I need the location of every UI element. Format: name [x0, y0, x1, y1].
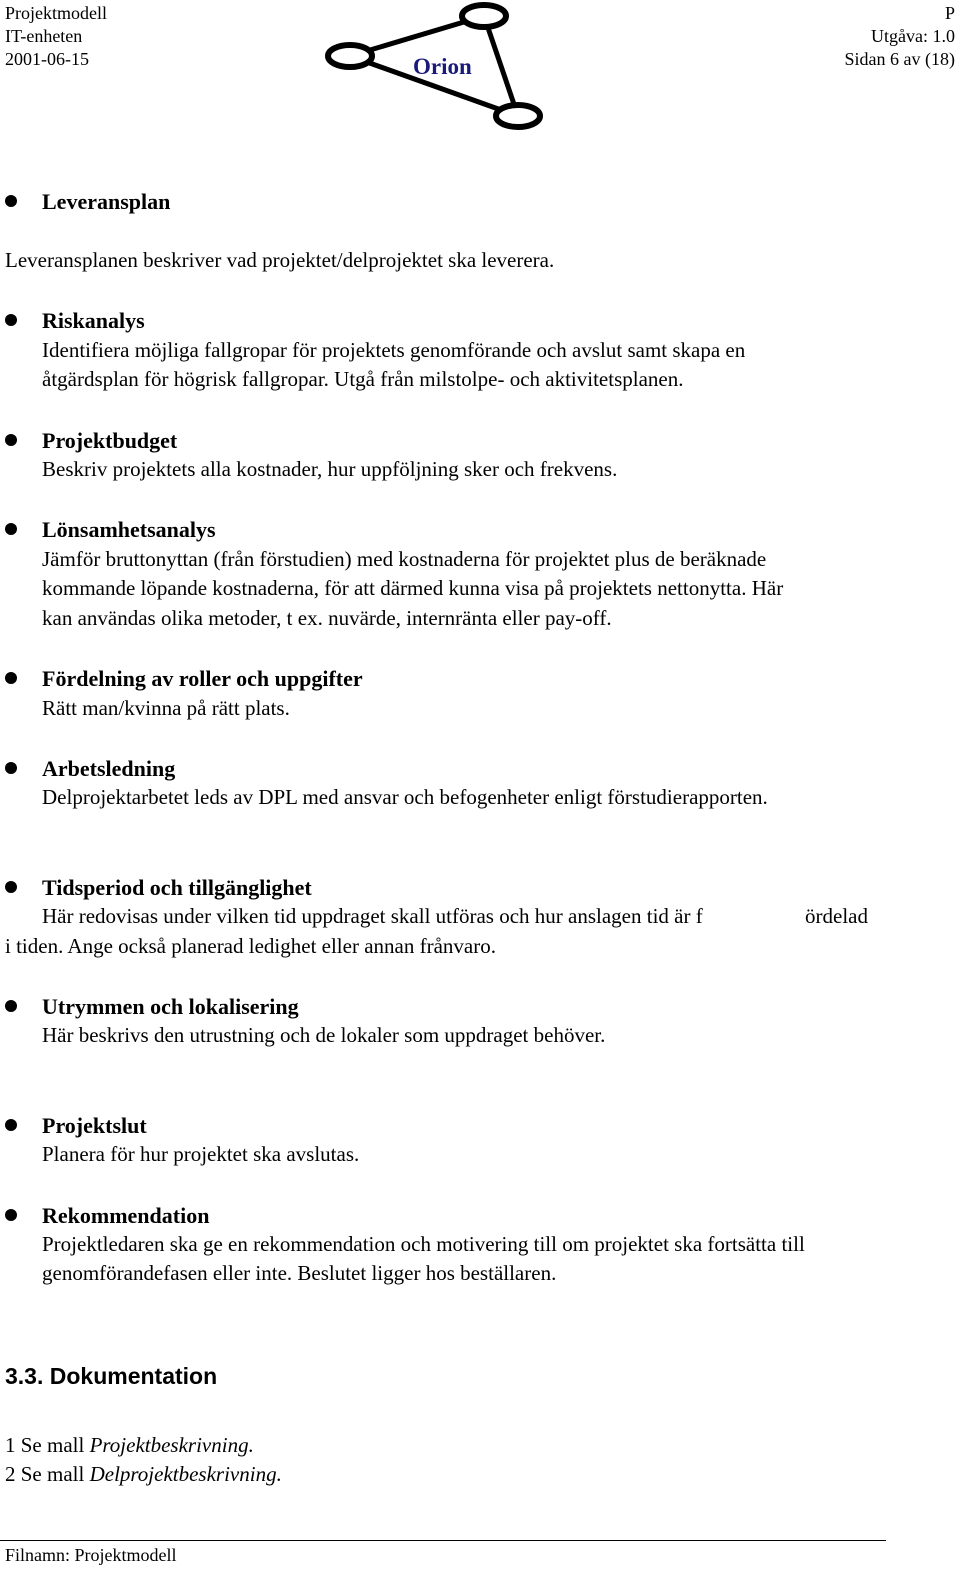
heading-projektbudget: Projektbudget — [42, 428, 178, 453]
bullet-icon — [5, 1119, 17, 1131]
projektslut-line-1: Planera för hur projektet ska avslutas. — [42, 1142, 360, 1166]
arbetsledning-line-1: Delprojektarbetet leds av DPL med ansvar och befogenheter enligt förstudierapporten. — [42, 785, 768, 809]
bullet-icon — [5, 881, 17, 893]
utrymmen-line-1: Här beskrivs den utrustning och de lokaler som uppdraget behöver. — [42, 1023, 606, 1047]
fordelning-line-1: Rätt man/kvinna på rätt plats. — [42, 696, 290, 720]
bullet-icon — [5, 762, 17, 774]
lonsamhetsanalys-line-1: Jämför bruttonyttan (från förstudien) med kostnaderna för projektet plus de beräknade — [42, 547, 767, 571]
heading-projektslut: Projektslut — [42, 1113, 147, 1138]
tidsperiod-line-1: Här redovisas under vilken tid uppdraget skall utföras och hur anslagen tid är f — [42, 904, 703, 928]
header-department: IT-enheten — [5, 26, 83, 46]
header-date: 2001-06-15 — [5, 49, 89, 69]
bullet-icon — [5, 672, 17, 684]
heading-tidsperiod: Tidsperiod och tillgänglighet — [42, 875, 312, 900]
doc-reference-2 — [5, 1460, 282, 1490]
heading-arbetsledning: Arbetsledning — [42, 756, 176, 781]
lonsamhetsanalys-line-3: kan användas olika metoder, t ex. nuvärde, internränta eller pay-off. — [42, 606, 612, 630]
header-right — [845, 2, 955, 71]
heading-rekommendation: Rekommendation — [42, 1203, 210, 1228]
riskanalys-line-2: åtgärdsplan för högrisk fallgropar. Utgå från milstolpe- och aktivitetsplanen. — [42, 367, 684, 391]
bullet-icon — [5, 1000, 17, 1012]
heading-leveransplan: Leveransplan — [42, 189, 171, 214]
heading-utrymmen: Utrymmen och lokalisering — [42, 994, 299, 1019]
header-doc-name: Projektmodell — [5, 3, 107, 23]
projektbudget-line-1: Beskriv projektets alla kostnader, hur uppföljning sker och frekvens. — [42, 457, 618, 481]
doc-reference-1 — [5, 1431, 254, 1461]
tidsperiod-line-1-end: ördelad — [805, 904, 868, 928]
bullet-icon — [5, 1209, 17, 1221]
heading-fordelning: Fördelning av roller och uppgifter — [42, 666, 363, 691]
bullet-icon — [5, 195, 17, 207]
lonsamhetsanalys-line-2: kommande löpande kostnaderna, för att därmed kunna visa på projektets nettonytta. Här — [42, 576, 784, 600]
rekommendation-line-1: Projektledaren ska ge en rekommendation och motivering till om projektet ska fortsätta till — [42, 1232, 805, 1256]
logo-text: Orion — [413, 54, 472, 79]
footer-filename: Filnamn: Projektmodell — [5, 1545, 177, 1565]
bullet-icon — [5, 434, 17, 446]
section-title: 3.3. Dokumentation — [5, 1363, 218, 1389]
doc-reference-1-prefix: 1 Se mall — [5, 1433, 90, 1457]
heading-lonsamhetsanalys: Lönsamhetsanalys — [42, 517, 216, 542]
bullet-icon — [5, 523, 17, 535]
tidsperiod-line-2: i tiden. Ange också planerad ledighet eller annan frånvaro. — [5, 934, 496, 958]
header-page-number: Sidan 6 av (18) — [844, 49, 955, 69]
header-letter: P — [944, 3, 955, 23]
rekommendation-line-2: genomförandefasen eller inte. Beslutet ligger hos beställaren. — [42, 1261, 557, 1285]
footer-divider — [0, 1540, 886, 1541]
riskanalys-line-1: Identifiera möjliga fallgropar för projektets genomförande och avslut samt skapa en — [42, 338, 746, 362]
doc-reference-2-template: Delprojektbeskrivning. — [89, 1462, 282, 1486]
paragraph-leveransplan: Leveransplanen beskriver vad projektet/delprojektet ska leverera. — [5, 248, 555, 272]
header-version: Utgåva: 1.0 — [871, 26, 955, 46]
header-left — [5, 2, 107, 71]
doc-reference-1-template: Projektbeskrivning. — [89, 1433, 254, 1457]
bullet-icon — [5, 314, 17, 326]
doc-reference-2-prefix: 2 Se mall — [5, 1462, 90, 1486]
heading-riskanalys: Riskanalys — [42, 308, 145, 333]
